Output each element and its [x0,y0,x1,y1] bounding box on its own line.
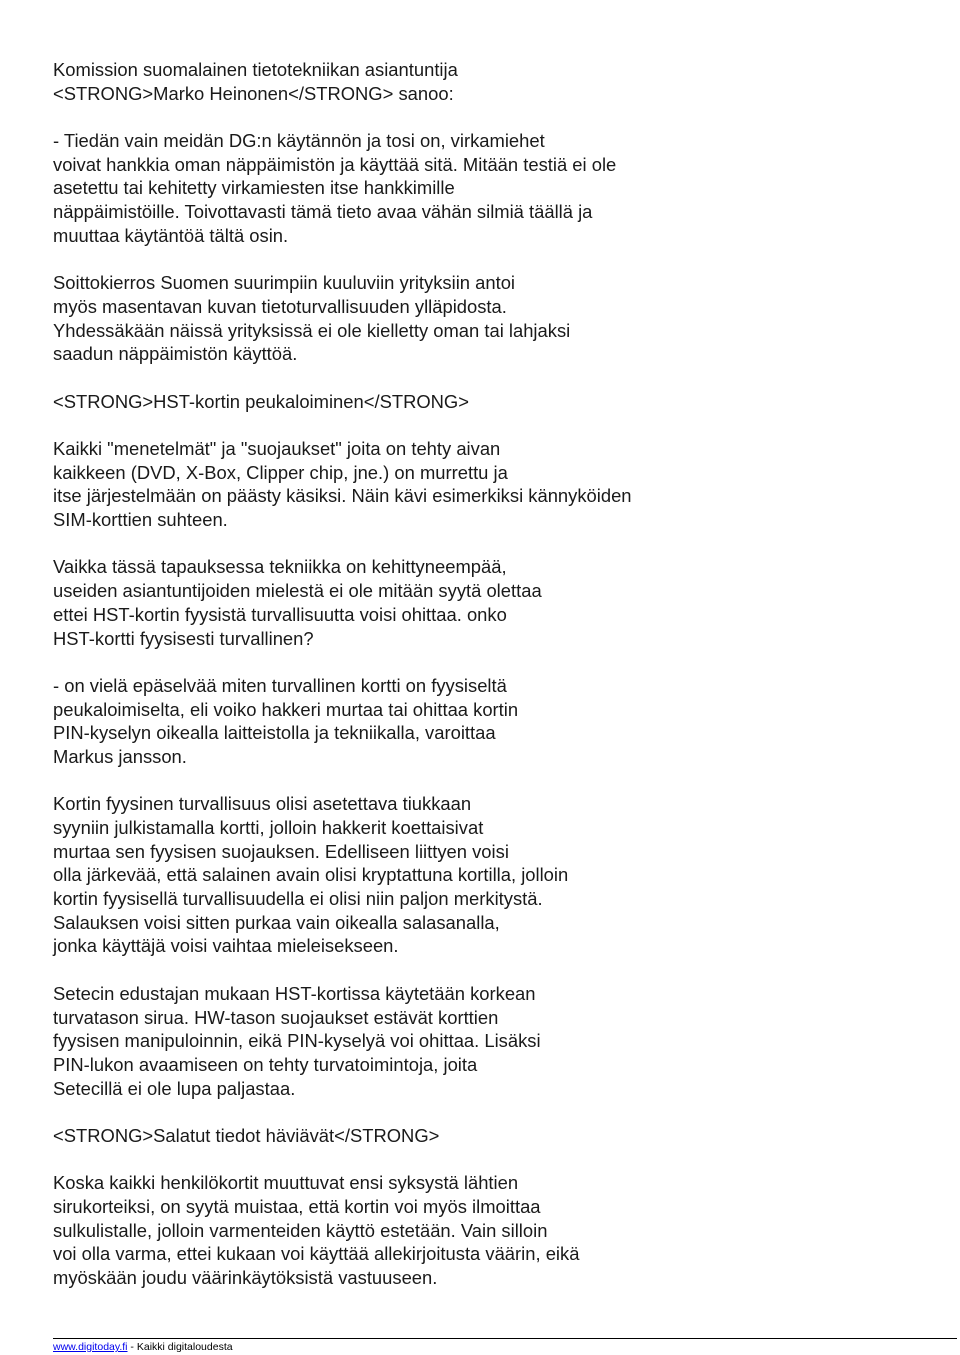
text-line: kortin fyysisellä turvallisuudella ei olisi niin paljon merkitystä. [53,888,543,910]
paragraph-methods [53,437,913,532]
text-line: Salauksen voisi sitten purkaa vain oikealla salasanalla, [53,911,500,933]
page-footer [53,1341,233,1354]
text-line: useiden asiantuntijoiden mielestä ei ole mitään syytä olettaa [53,580,542,602]
text-line: muuttaa käytäntöä tältä osin. [53,224,289,246]
text-line: syyniin julkistamalla kortti, jolloin hakkerit koettaisivat [53,817,484,838]
text-line: Setecillä ei ole lupa paljastaa. [53,1077,296,1099]
paragraph-survey [53,271,913,366]
text-line: asetettu tai kehitetty virkamiesten itse hankkimille [53,177,455,199]
text-line: myös masentavan kuvan tietoturvallisuuden ylläpidosta. [53,295,507,317]
text-line: turvatason sirua. HW-tason suojaukset estävät korttien [53,1006,499,1028]
text-line: - Tiedän vain meidän DG:n käytännön ja tosi on, virkamiehet [53,130,545,152]
section-heading-hst-tampering [53,390,913,414]
text-line: PIN-lukon avaamiseen on tehty turvatoimintoja, joita [53,1053,478,1075]
paragraph-setec [53,982,913,1100]
text-line: kaikkeen (DVD, X-Box, Clipper chip, jne.) on murrettu ja [53,461,508,483]
text-line: Vaikka tässä tapauksessa tekniikka on kehittyneempää, [53,556,507,578]
text-line: sirukorteiksi, on syytä muistaa, että kortin voi myös ilmoittaa [53,1196,541,1217]
paragraph-physical-security [53,792,913,958]
footer-suffix: - Kaikki digitaloudesta [127,1341,233,1353]
text-line: saadun näppäimistön käyttöä. [53,343,298,365]
footer-site-link[interactable]: www.digitoday.fi [53,1341,128,1353]
text-line: voi olla varma, ettei kukaan voi käyttää allekirjoitusta väärin, eikä [53,1243,580,1265]
text-line: peukaloimiselta, eli voiko hakkeri murtaa tai ohittaa kortin [53,698,519,720]
text-line: Soittokierros Suomen suurimpiin kuuluviin yrityksiin antoi [53,272,516,294]
text-line: näppäimistöille. Toivottavasti tämä tieto avaa vähän silmiä täällä ja [53,201,593,223]
text-line: <STRONG>Marko Heinonen</STRONG> sanoo: [53,82,454,104]
text-line: Komission suomalainen tietotekniikan asiantuntija [53,59,458,80]
text-line: fyysisen manipuloinnin, eikä PIN-kyselyä voi ohittaa. Lisäksi [53,1030,541,1052]
text-line: Kaikki "menetelmät" ja "suojaukset" joita on tehty aivan [53,438,501,459]
section-heading-encrypted-data [53,1124,913,1148]
text-line: myöskään joudu väärinkäytöksistä vastuuseen. [53,1267,438,1289]
paragraph-jansson [53,674,913,769]
paragraph-intro [53,58,913,105]
text-line: Setecin edustajan mukaan HST-kortissa käytetään korkean [53,982,536,1004]
text-line: - on vielä epäselvää miten turvallinen kortti on fyysiseltä [53,674,507,696]
text-line: ettei HST-kortin fyysistä turvallisuutta voisi ohittaa. onko [53,603,507,625]
text-line: HST-kortti fyysisesti turvallinen? [53,627,314,649]
paragraph-technology [53,555,913,650]
paragraph-quote [53,129,913,247]
text-line: itse järjestelmään on päästy käsiksi. Näin kävi esimerkiksi kännyköiden [53,485,632,507]
text-line: sulkulistalle, jolloin varmenteiden käyttö estetään. Vain silloin [53,1219,548,1241]
text-line: PIN-kyselyn oikealla laitteistolla ja tekniikalla, varoittaa [53,722,496,744]
text-line: Kortin fyysinen turvallisuus olisi asetettava tiukkaan [53,793,472,815]
article-body [53,58,913,1313]
text-line: Markus jansson. [53,745,187,767]
text-line: jonka käyttäjä voisi vaihtaa mieleisekseen. [53,935,399,957]
text-line: murtaa sen fyysisen suojauksen. Edelliseen liittyen voisi [53,840,509,862]
text-line: voivat hankkia oman näppäimistön ja käyttää sitä. Mitään testiä ei ole [53,153,617,175]
footer-divider [53,1338,957,1339]
text-line: Yhdessäkään näissä yrityksissä ei ole kielletty oman tai lahjaksi [53,319,571,341]
text-line: <STRONG>Salatut tiedot häviävät</STRONG> [53,1124,440,1146]
text-line: olla järkevää, että salainen avain olisi kryptattuna kortilla, jolloin [53,864,569,886]
text-line: SIM-korttien suhteen. [53,509,228,531]
text-line: Koska kaikki henkilökortit muuttuvat ensi syksystä lähtien [53,1172,519,1194]
text-line: <STRONG>HST-kortin peukaloiminen</STRONG> [53,390,469,412]
paragraph-id-cards [53,1171,913,1289]
